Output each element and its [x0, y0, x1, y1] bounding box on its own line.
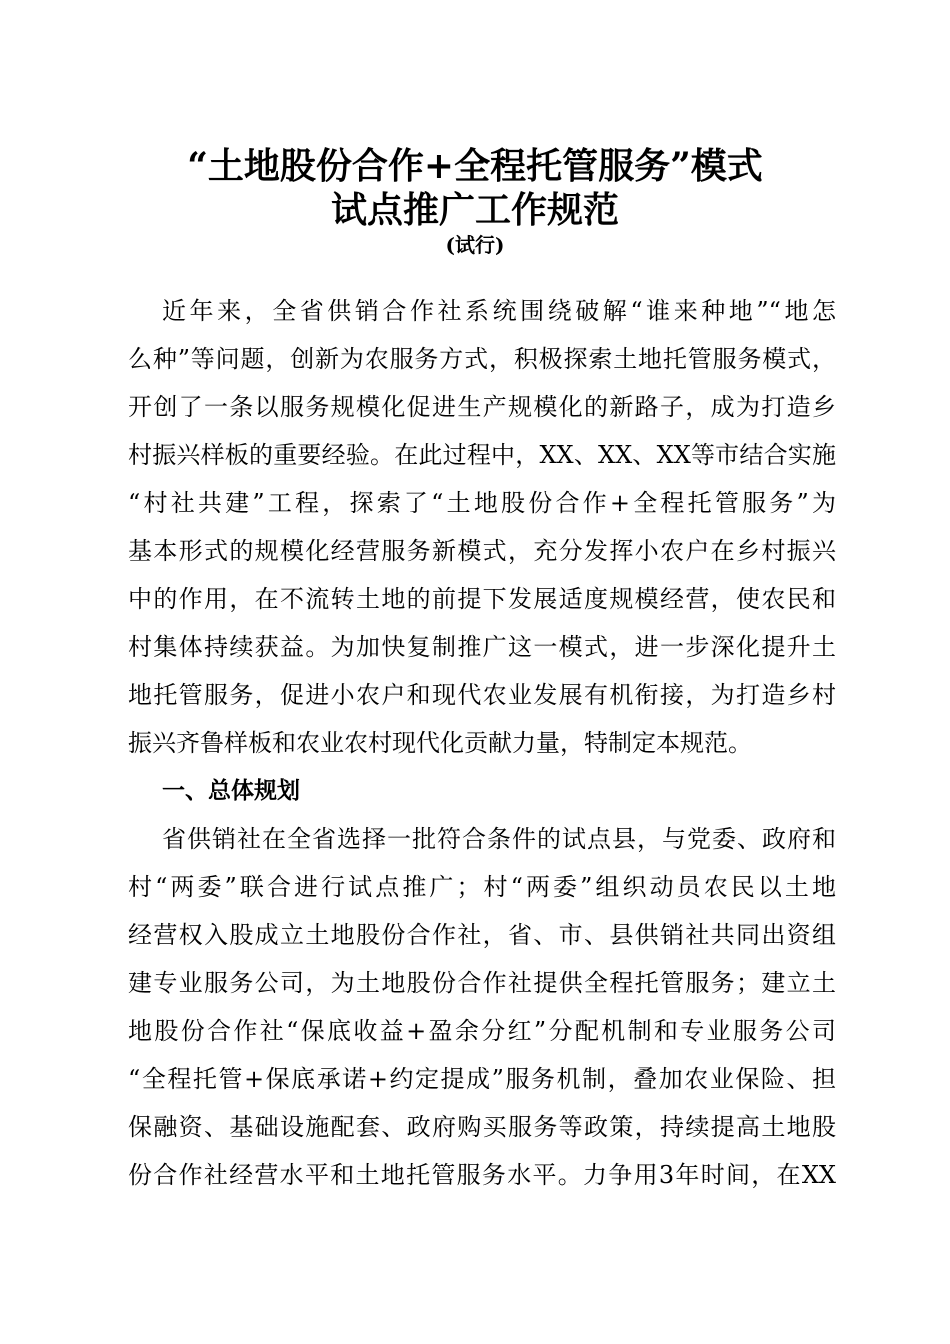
document-title-line-2: 试点推广工作规范 [330, 189, 619, 231]
paragraph-1-line: 开创了一条以服务规模化促进生产规模化的新路子，成为打造乡 [128, 393, 836, 421]
document-title-line-1: “土地股份合作+全程托管服务”模式 [187, 145, 763, 187]
paragraph-2-line: 建专业服务公司，为土地股份合作社提供全程托管服务；建立土 [128, 969, 836, 997]
paragraph-2-line: 省供销社在全省选择一批符合条件的试点县，与党委、政府和 [162, 825, 836, 853]
paragraph-1-line: 基本形式的规模化经营服务新模式，充分发挥小农户在乡村振兴 [128, 537, 836, 565]
paragraph-2-line: 村“两委”联合进行试点推广；村“两委”组织动员农民以土地 [128, 873, 836, 901]
paragraph-1-line: 么种”等问题，创新为农服务方式，积极探索土地托管服务模式， [128, 345, 836, 373]
paragraph-2-line: 份合作社经营水平和土地托管服务水平。力争用3年时间，在XX [128, 1161, 836, 1189]
paragraph-2-line: “全程托管+保底承诺+约定提成”服务机制，叠加农业保险、担 [128, 1065, 836, 1093]
document-subtitle: (试行) [445, 233, 505, 257]
paragraph-1-line: 村振兴样板的重要经验。在此过程中，XX、XX、XX等市结合实施 [128, 441, 836, 469]
paragraph-1-line: 中的作用，在不流转土地的前提下发展适度规模经营，使农民和 [128, 585, 836, 613]
paragraph-2-line: 地股份合作社“保底收益+盈余分红”分配机制和专业服务公司 [128, 1017, 836, 1045]
paragraph-1-line: 振兴齐鲁样板和农业农村现代化贡献力量，特制定本规范。 [128, 729, 752, 757]
paragraph-2-line: 保融资、基础设施配套、政府购买服务等政策，持续提高土地股 [128, 1113, 836, 1141]
paragraph-1-line: 村集体持续获益。为加快复制推广这一模式，进一步深化提升土 [128, 633, 836, 661]
paragraph-1-line: “村社共建”工程，探索了“土地股份合作+全程托管服务”为 [128, 489, 836, 517]
section-heading: 一、总体规划 [162, 778, 300, 804]
paragraph-1-line: 近年来，全省供销合作社系统围绕破解“谁来种地”“地怎 [162, 297, 836, 325]
paragraph-2-line: 经营权入股成立土地股份合作社，省、市、县供销社共同出资组 [128, 921, 836, 949]
paragraph-1-line: 地托管服务，促进小农户和现代农业发展有机衔接，为打造乡村 [128, 681, 836, 709]
